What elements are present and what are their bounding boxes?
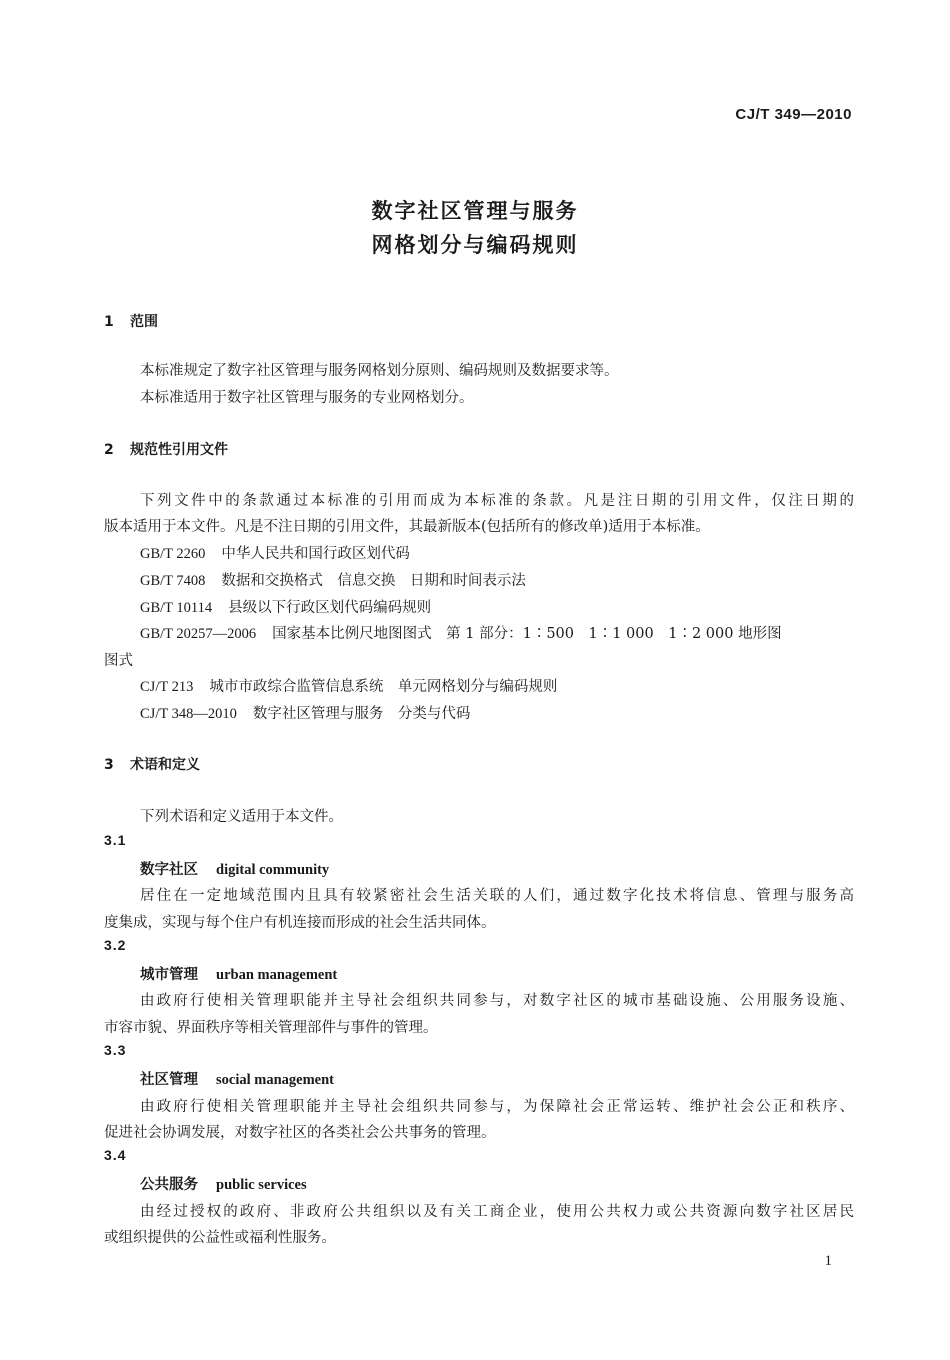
reference-title: 国家基本比例尺地图图式 第 1 部分：1∶500 1∶1 000 1∶2 000 地形图 [272, 626, 782, 642]
term-heading [140, 858, 329, 879]
reference-item [140, 542, 410, 563]
reference-title: 数据和交换格式 信息交换 日期和时间表示法 [221, 573, 526, 589]
document-title-line2: 网格划分与编码规则 [371, 233, 579, 257]
definition-line: 促进社会协调发展，对数字社区的各类社会公共事务的管理。 [104, 1125, 496, 1141]
term-en: public services [216, 1177, 307, 1193]
section-3-heading [104, 754, 200, 774]
section-2-heading [104, 439, 228, 459]
definition-line: 由政府行使相关管理职能并主导社会组织共同参与，对数字社区的城市基础设施、公用服务设施、 [140, 993, 854, 1009]
reference-code: GB/T 7408 [140, 573, 206, 589]
term-zh: 城市管理 [140, 966, 198, 983]
section-number: 2 [104, 442, 114, 458]
section-number: 3 [104, 757, 114, 773]
term-en: urban management [216, 967, 338, 983]
term-zh: 社区管理 [140, 1071, 198, 1088]
definition-line: 居住在一定地域范围内且具有较紧密社会生活关联的人们，通过数字化技术将信息、管理与服务高 [140, 888, 854, 904]
subsection-number: 3.1 [104, 832, 127, 848]
reference-code: GB/T 10114 [140, 600, 213, 616]
reference-title: 城市市政综合监管信息系统 单元网格划分与编码规则 [209, 679, 558, 695]
reference-code: GB/T 20257—2006 [140, 626, 257, 642]
term-en: digital community [216, 862, 330, 878]
reference-code: CJ/T 348—2010 [140, 706, 237, 722]
term-zh: 公共服务 [140, 1176, 198, 1193]
paragraph-line: 版本适用于本文件。凡是不注日期的引用文件，其最新版本(包括所有的修改单)适用于本标准。 [104, 519, 710, 535]
definition-line: 市容市貌、界面秩序等相关管理部件与事件的管理。 [104, 1020, 438, 1036]
reference-title: 数字社区管理与服务 分类与代码 [252, 706, 471, 722]
document-title-line1: 数字社区管理与服务 [371, 199, 579, 223]
term-heading [140, 1173, 307, 1194]
paragraph-line: 下列文件中的条款通过本标准的引用而成为本标准的条款。凡是注日期的引用文件，仅注日期的 [140, 493, 854, 509]
standard-code: CJ/T 349—2010 [735, 106, 852, 123]
section-title: 术语和定义 [130, 757, 200, 773]
paragraph: 下列术语和定义适用于本文件。 [140, 809, 343, 825]
definition-line: 或组织提供的公益性或福利性服务。 [104, 1230, 336, 1246]
subsection-number: 3.4 [104, 1147, 127, 1163]
reference-item [140, 702, 470, 723]
definition-line: 由政府行使相关管理职能并主导社会组织共同参与，为保障社会正常运转、维护社会公正和秩序、 [140, 1099, 854, 1115]
term-en: social management [216, 1072, 334, 1088]
subsection-number: 3.3 [104, 1042, 127, 1058]
reference-item [140, 569, 526, 590]
definition-line: 由经过授权的政府、非政府公共组织以及有关工商企业，使用公共权力或公共资源向数字社区居民 [140, 1204, 854, 1220]
page-number: 1 [824, 1253, 832, 1269]
reference-item [140, 675, 557, 696]
reference-title: 中华人民共和国行政区划代码 [221, 546, 410, 562]
paragraph: 本标准规定了数字社区管理与服务网格划分原则、编码规则及数据要求等。 [140, 363, 619, 379]
section-title: 规范性引用文件 [130, 442, 228, 458]
section-title: 范围 [130, 314, 158, 330]
reference-title: 县级以下行政区划代码编码规则 [228, 600, 432, 616]
term-heading [140, 1068, 334, 1089]
reference-item [140, 596, 431, 617]
reference-item [140, 622, 782, 643]
reference-item-continuation: 图式 [104, 653, 133, 669]
section-number: 1 [104, 314, 114, 330]
term-heading [140, 963, 337, 984]
subsection-number: 3.2 [104, 937, 127, 953]
term-zh: 数字社区 [140, 861, 198, 878]
section-1-heading [104, 311, 158, 331]
paragraph: 本标准适用于数字社区管理与服务的专业网格划分。 [140, 390, 474, 406]
reference-code: GB/T 2260 [140, 546, 206, 562]
definition-line: 度集成，实现与每个住户有机连接而形成的社会生活共同体。 [104, 915, 496, 931]
reference-code: CJ/T 213 [140, 679, 194, 695]
